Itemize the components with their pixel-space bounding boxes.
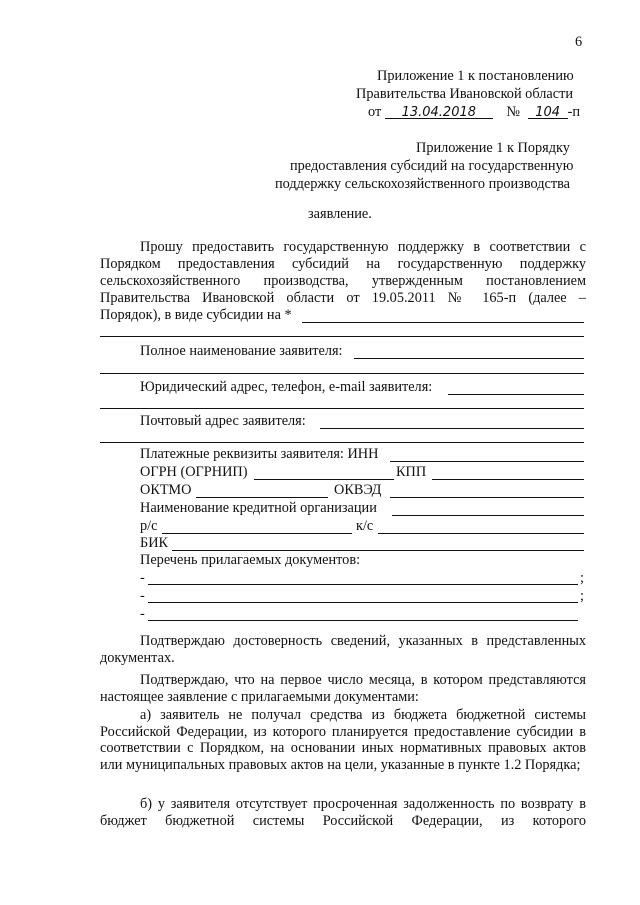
date-value: 13.04.2018 bbox=[401, 105, 477, 120]
documents-list-label: Перечень прилагаемых документов: bbox=[140, 552, 361, 568]
bank-name-label: Наименование кредитной организации bbox=[140, 500, 377, 516]
full-name-label: Полное наименование заявителя: bbox=[140, 343, 343, 359]
corr-account-underline[interactable] bbox=[378, 533, 584, 534]
number-suffix: -п bbox=[567, 104, 581, 120]
item-a-paragraph: а) заявитель не получал средства из бюджета бюджетной системы Российской Федерации, из которого планируется предоставление субсидии в соответствии с Порядком, на основании иных нормативных правовых актов или муниципальных правовых актов на цели, указанные в пункте 1.2 Порядка; bbox=[100, 707, 586, 773]
account-label: р/с bbox=[140, 518, 158, 534]
confirm-paragraph-2: Подтверждаю, что на первое число месяца, в котором представляются настоящее заявление с прилагаемыми документами: bbox=[100, 672, 586, 705]
doc-line-2[interactable] bbox=[148, 602, 578, 603]
kpp-underline[interactable] bbox=[432, 479, 584, 480]
request-line3: сельскохозяйственного производства, утвержденным постановлением bbox=[100, 273, 586, 289]
full-name-underline[interactable] bbox=[354, 358, 584, 359]
legal-address-line2[interactable] bbox=[100, 408, 584, 409]
request-line4: Правительства Ивановской области от 19.05.2011 № 165-п (далее – bbox=[100, 290, 586, 306]
doc-semicolon-2: ; bbox=[580, 588, 584, 604]
bank-name-underline[interactable] bbox=[392, 515, 584, 516]
account-underline[interactable] bbox=[162, 533, 352, 534]
ogrn-label: ОГРН (ОГРНИП) bbox=[140, 464, 248, 480]
legal-address-underline[interactable] bbox=[448, 394, 584, 395]
number-field bbox=[528, 104, 568, 119]
header2-line3: поддержку сельскохозяйственного производства bbox=[275, 176, 570, 192]
header1-date-line bbox=[368, 104, 580, 120]
oktmo-underline[interactable] bbox=[196, 497, 328, 498]
corr-account-label: к/с bbox=[356, 518, 374, 534]
postal-address-label: Почтовый адрес заявителя: bbox=[140, 413, 306, 429]
header2-line2: предоставления субсидий на государственную bbox=[290, 158, 574, 174]
legal-address-label: Юридический адрес, телефон, e-mail заявителя: bbox=[140, 379, 433, 395]
doc-line-3[interactable] bbox=[148, 620, 578, 621]
document-title: заявление. bbox=[308, 206, 372, 222]
header2-line1: Приложение 1 к Порядку bbox=[416, 140, 570, 156]
subsidy-purpose-line2[interactable] bbox=[100, 336, 584, 337]
bik-label: БИК bbox=[140, 535, 169, 551]
ogrn-underline[interactable] bbox=[254, 479, 394, 480]
request-line2: Порядком предоставления субсидий на государственную поддержку bbox=[100, 256, 586, 272]
inn-underline[interactable] bbox=[390, 461, 584, 462]
number-value: 104 bbox=[535, 105, 561, 120]
postal-address-line2[interactable] bbox=[100, 442, 584, 443]
okved-label: ОКВЭД bbox=[334, 482, 382, 498]
confirm-paragraph-1: Подтверждаю достоверность сведений, указанных в представленных документах. bbox=[100, 633, 586, 666]
page-number: 6 bbox=[575, 34, 583, 50]
bik-underline[interactable] bbox=[172, 550, 584, 551]
subsidy-purpose-underline[interactable] bbox=[302, 322, 584, 323]
doc-dash-1: - bbox=[140, 570, 145, 586]
request-line1: Прошу предоставить государственную поддержку в соответствии с bbox=[140, 239, 586, 255]
okved-underline[interactable] bbox=[390, 497, 584, 498]
doc-semicolon-1: ; bbox=[580, 570, 584, 586]
doc-dash-2: - bbox=[140, 588, 145, 604]
item-b-paragraph: б) у заявителя отсутствует просроченная задолженность по возврату в бюджет бюджетной системы Российской Федерации, из которого bbox=[100, 796, 586, 829]
postal-address-underline[interactable] bbox=[320, 428, 584, 429]
doc-line-1[interactable] bbox=[148, 584, 578, 585]
from-label: от bbox=[368, 104, 382, 120]
header1-line1: Приложение 1 к постановлению bbox=[377, 68, 574, 84]
date-field bbox=[385, 104, 493, 119]
request-line5: Порядок), в виде субсидии на * bbox=[100, 307, 292, 323]
header1-line2: Правительства Ивановской области bbox=[356, 86, 573, 102]
full-name-line2[interactable] bbox=[100, 373, 584, 374]
kpp-label: КПП bbox=[396, 464, 427, 480]
doc-dash-3: - bbox=[140, 606, 145, 622]
oktmo-label: ОКТМО bbox=[140, 482, 192, 498]
number-sign: № bbox=[506, 104, 521, 120]
payment-details-label: Платежные реквизиты заявителя: ИНН bbox=[140, 446, 379, 462]
